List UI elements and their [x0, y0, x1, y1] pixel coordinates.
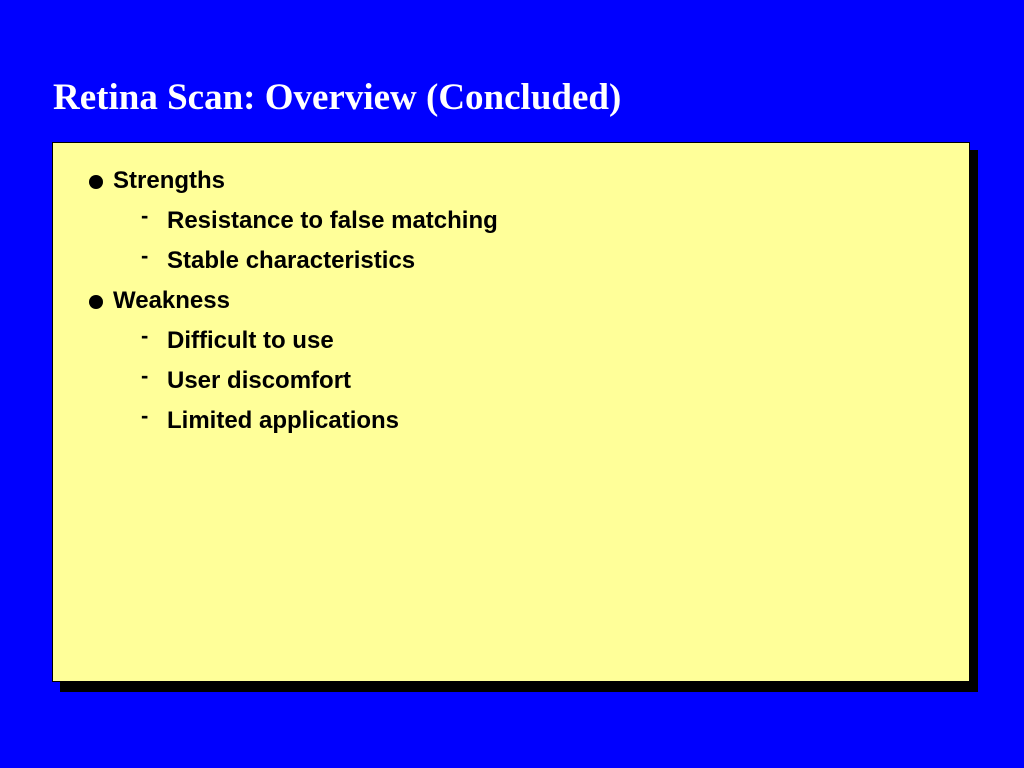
list-item-label: Stable characteristics [167, 247, 416, 274]
dash-bullet-icon: - [141, 203, 149, 228]
content-panel [52, 142, 970, 682]
list-item-label: Limited applications [167, 407, 400, 434]
list-item-label: Resistance to false matching [167, 207, 498, 234]
dash-bullet-icon: - [141, 363, 149, 388]
slide-title: Retina Scan: Overview (Concluded) [53, 77, 622, 118]
section-heading: Strengths [113, 167, 226, 194]
dash-bullet-icon: - [141, 323, 149, 348]
filled-circle-bullet-icon [89, 281, 103, 309]
section-heading: Weakness [113, 287, 230, 314]
dash-bullet-icon: - [141, 403, 149, 428]
dash-bullet-icon: - [141, 243, 149, 268]
filled-circle-bullet-icon [89, 161, 103, 189]
list-item-label: Difficult to use [167, 327, 334, 354]
list-item-label: User discomfort [167, 367, 352, 394]
